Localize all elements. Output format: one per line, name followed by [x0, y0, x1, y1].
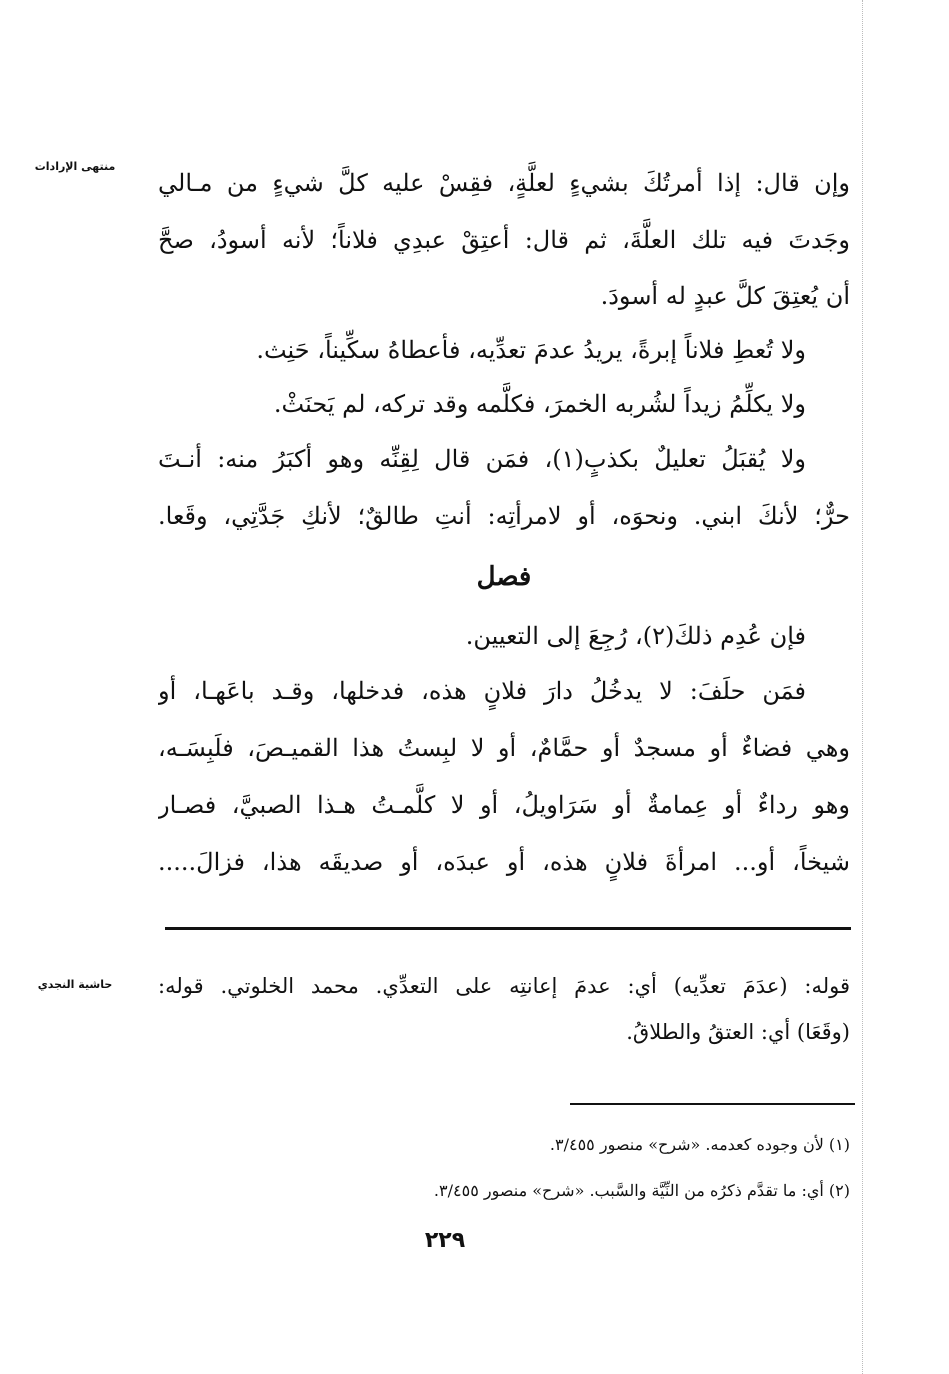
text-line: أن يُعتِقَ كلَّ عبدٍ له أسودَ. [600, 282, 850, 310]
text-divider [165, 927, 851, 930]
footnote: (٢) أي: ما تقدَّم ذكرُه من النِّيَّة والسَّبب. «شرح» منصور ٣/٤٥٥. [433, 1181, 850, 1200]
margin-label-top: منتهى الإرادات [34, 160, 116, 173]
text-line: وإن قال: إذا أمرتُكَ بشيءٍ لعلَّةٍ، فقِسْ عليه كلَّ شيءٍ من مـالي [158, 169, 850, 197]
footnote: (١) لأن وجوده كعدمه. «شرح» منصور ٣/٤٥٥. [549, 1135, 850, 1154]
main-text [158, 155, 850, 891]
text-line: ولا يُقبَلُ تعليلٌ بكذبٍ(١)، فمَن قال لِقِنِّه وهو أكبَرُ منه: أنـتَ [158, 445, 806, 473]
page-number: ٢٢٩ [424, 1228, 466, 1253]
footnote-divider [570, 1103, 855, 1105]
commentary-line: قوله: (عدَمَ تعدِّيه) أي: عدمَ إعانتِه على التعدِّي. محمد الخلوتي. قوله: [158, 974, 850, 998]
text-line: فمَن حلَفَ: لا يدخُلُ دارَ فلانٍ هذه، فدخلها، وقـد باعَهـا، أو [158, 677, 806, 705]
margin-label-bottom: حاشية النجدي [37, 978, 113, 991]
footnotes [300, 1122, 850, 1214]
text-line: ولا يكلِّمُ زيداً لشُربه الخمرَ، فكلَّمه وقد تركه، لم يَحنَثْ. [273, 390, 806, 418]
text-line: وهو رداءٌ أو عِمامةٌ أو سَرَاويلُ، أو لا كلَّمـتُ هـذا الصبيَّ، فصـار [158, 791, 850, 819]
text-line: وهي فضاءٌ أو مسجدٌ أو حمَّامٌ، أو لا لبِستُ هذا القميـصَ، فلَبِسَـه، [158, 734, 850, 762]
scan-edge-dotted-line [862, 0, 863, 1374]
text-line: شيخاً، أو... امرأةَ فلانٍ هذه، أو عبدَه، أو صديقَه هذا، فزالَ..... [158, 848, 850, 876]
hashiya-commentary [158, 963, 850, 1055]
text-line: حرٌّ؛ لأنكَ ابني. ونحوَه، أو لامرأتِه: أنتِ طالقٌ؛ لأنكِ جَدَّتِي، وقَعا. [158, 502, 850, 530]
text-line: وجَدتَ فيه تلك العلَّةَ، ثم قال: أعتِقْ عبدِي فلاناً؛ لأنه أسودُ، صحَّ [158, 226, 850, 254]
section-heading: فصل [476, 562, 532, 592]
commentary-line: (وقَعَا) أي: العتقُ والطلاقُ. [626, 1020, 850, 1044]
text-line: ولا تُعطِ فلاناً إبرةً، يريدُ عدمَ تعدِّيه، فأعطاهُ سكِّيناً، حَنِث. [256, 336, 806, 364]
text-line: فإن عُدِم ذلكَ(٢)، رُجِعَ إلى التعيين. [465, 622, 806, 650]
